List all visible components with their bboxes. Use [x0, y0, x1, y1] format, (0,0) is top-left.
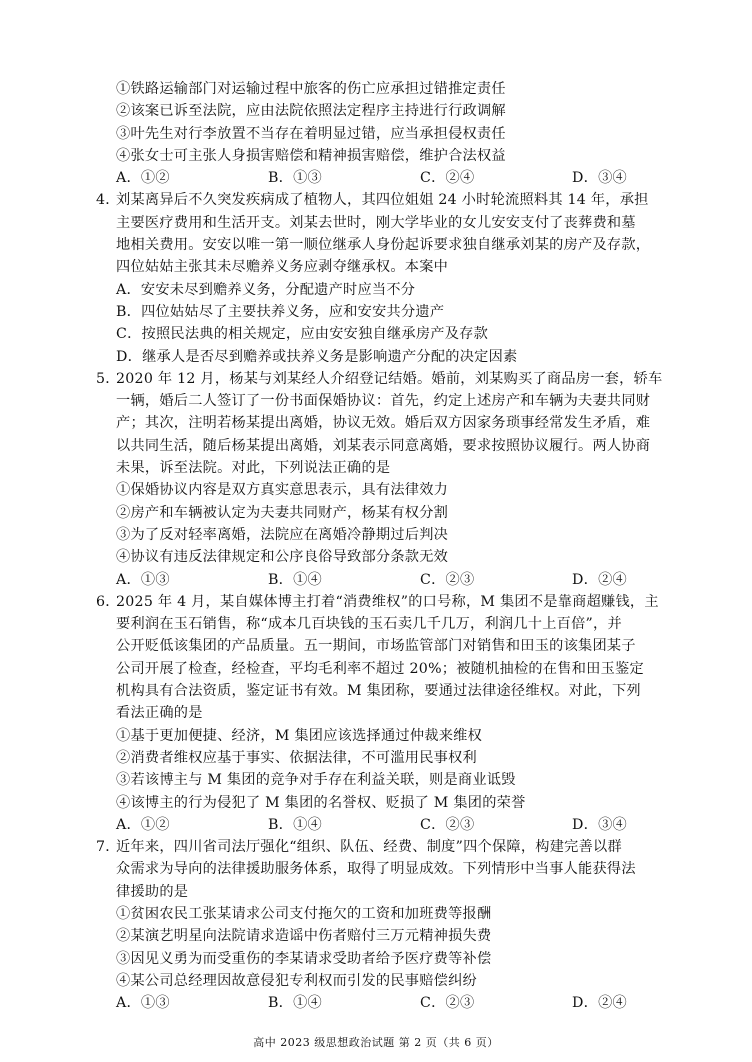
choice-a: A．①③	[116, 995, 170, 1012]
question-stem-line: 产；其次，注明若杨某提出离婚，协议无效。婚后双方因家务琐事经常发生矛盾，难	[116, 415, 651, 432]
statement-item: ①保婚协议内容是双方真实意思表示，具有法律效力	[116, 482, 449, 499]
page-footer: 高中 2023 级思想政治试题 第 2 页（共 6 页）	[253, 1036, 499, 1049]
statement-item: ④张女士可主张人身损害赔偿和精神损害赔偿，维护合法权益	[116, 147, 506, 164]
stem-text: 近年来，四川省司法厅强化“组织、队伍、经费、制度”四个保障，构建完善以群	[116, 839, 622, 856]
question-stem-line: 主要医疗费用和生活开支。刘某去世时，刚大学毕业的女儿安安支付了丧葬费和墓	[116, 214, 636, 231]
statement-item: ②消费者维权应基于事实、依据法律，不可滥用民事权利	[116, 749, 477, 766]
question-stem-line	[0, 368, 752, 390]
statement-item: ③因见义勇为而受重伤的李某请求受助者给予医疗费等补偿	[116, 950, 492, 967]
statement-item: ②房产和车辆被认定为夫妻共同财产，杨某有权分割	[116, 504, 449, 521]
statement-item: ④协议有违反法律规定和公序良俗导致部分条款无效	[116, 549, 449, 566]
question-number: 4．	[96, 192, 120, 209]
question-7	[0, 836, 752, 1014]
choice-c: C．②③	[420, 816, 475, 833]
choice-d: D．③④	[572, 170, 627, 187]
question-stem-line: 众需求为导向的法律援助服务体系，取得了明显成效。下列情形中当事人能获得法	[116, 861, 636, 878]
statement-item: ①铁路运输部门对运输过程中旅客的伤亡应承担过错推定责任	[116, 81, 506, 97]
answer-choices	[0, 814, 752, 836]
statement-item: ②某演艺明星向法院请求造谣中伤者赔付三万元精神损失费	[116, 928, 492, 945]
choice-a: A．①②	[116, 170, 170, 187]
question-stem-line	[0, 591, 752, 613]
choice-b: B．①③	[268, 170, 322, 187]
stem-text: 2020 年 12 月，杨某与刘某经人介绍登记结婚。婚前，刘某购买了商品房一套，轿车	[116, 370, 663, 387]
answer-choices	[0, 992, 752, 1014]
statement-item: ③为了反对轻率离婚，法院应在离婚冷静期过后判决	[116, 526, 449, 543]
answer-choices	[0, 167, 752, 189]
choice-b: B．四位姑姑尽了主要扶养义务，应和安安共分遗产	[116, 303, 445, 320]
question-stem-line: 公开贬低该集团的产品质量。五一期间，市场监管部门对销售和田玉的该集团某子	[116, 638, 636, 655]
choice-b: B．①④	[268, 571, 322, 588]
question-5	[0, 368, 752, 591]
choice-c: C．②③	[420, 995, 475, 1012]
stem-text: 刘某离异后不久突发疾病成了植物人，其四位姐姐 24 小时轮流照料其 14 年，承担	[116, 192, 649, 209]
question-number: 7．	[96, 839, 120, 856]
statement-item: ③叶先生对行李放置不当存在着明显过错，应当承担侵权责任	[116, 125, 506, 142]
question-stem-line: 地相关费用。安安以唯一第一顺位继承人身份起诉要求独自继承刘某的房产及存款，	[116, 237, 651, 254]
statement-item: ④该博主的行为侵犯了 M 集团的名誉权、贬损了 M 集团的荣誉	[116, 794, 526, 811]
page-content	[0, 78, 752, 1014]
choice-b: B．①④	[268, 995, 322, 1012]
choice-d: D．③④	[572, 816, 627, 833]
choice-a: A．①③	[116, 571, 170, 588]
question-stem-line	[0, 836, 752, 858]
choice-c: C．②③	[420, 571, 475, 588]
question-stem-line: 要利润在玉石销售，称“成本几百块钱的玉石卖几千几万，利润几十上百倍”，并	[116, 616, 622, 633]
question-number: 6．	[96, 593, 120, 610]
question-stem-line	[0, 189, 752, 211]
question-stem-line: 未果，诉至法院。对此，下列说法正确的是	[116, 460, 391, 477]
choice-c: C．②④	[420, 170, 475, 187]
statement-item: ②该案已诉至法院，应由法院依照法定程序主持进行行政调解	[116, 103, 506, 120]
question-stem-line: 一辆，婚后二人签订了一份书面保婚协议：首先，约定上述房产和车辆为夫妻共同财	[116, 393, 651, 410]
choice-d: D．②④	[572, 995, 627, 1012]
question-stem-line: 四位姑姑主张其未尽赡养义务应剥夺继承权。本案中	[116, 259, 449, 276]
choice-d: D．②④	[572, 571, 627, 588]
question-4	[0, 189, 752, 367]
statement-item: ①贫困农民工张某请求公司支付拖欠的工资和加班费等报酬	[116, 905, 492, 922]
choice-d: D．继承人是否尽到赡养或扶养义务是影响遗产分配的决定因素	[116, 348, 518, 365]
question-3-tail	[0, 78, 752, 189]
statement-item: ①基于更加便捷、经济，M 集团应该选择通过仲裁来维权	[116, 727, 483, 744]
choice-c: C．按照民法典的相关规定，应由安安独自继承房产及存款	[116, 326, 489, 343]
question-stem-line: 看法正确的是	[116, 705, 203, 722]
choice-a: A．安安未尽到赡养义务，分配遗产时应当不分	[116, 281, 416, 298]
answer-choices	[0, 569, 752, 591]
question-stem-line: 律援助的是	[116, 883, 189, 900]
stem-text: 2025 年 4 月，某自媒体博主打着“消费维权”的口号称，M 集团不是靠商超赚钱，主	[116, 593, 659, 610]
question-stem-line: 以共同生活，随后杨某提出离婚，刘某表示同意离婚，要求按照协议履行。两人协商	[116, 437, 651, 454]
statement-item: ④某公司总经理因故意侵犯专利权而引发的民事赔偿纠纷	[116, 972, 477, 989]
choice-a: A．①②	[116, 816, 170, 833]
question-stem-line: 机构具有合法资质，鉴定证书有效。M 集团称，要通过法律途径维权。对此，下列	[116, 683, 641, 700]
question-6	[0, 591, 752, 836]
statement-item: ③若该博主与 M 集团的竞争对手存在利益关联，则是商业诋毁	[116, 772, 516, 789]
choice-b: B．①④	[268, 816, 322, 833]
question-number: 5．	[96, 370, 120, 387]
question-stem-line: 公司开展了检查，经检查，平均毛利率不超过 20%；被随机抽检的在售和田玉鉴定	[116, 660, 644, 677]
